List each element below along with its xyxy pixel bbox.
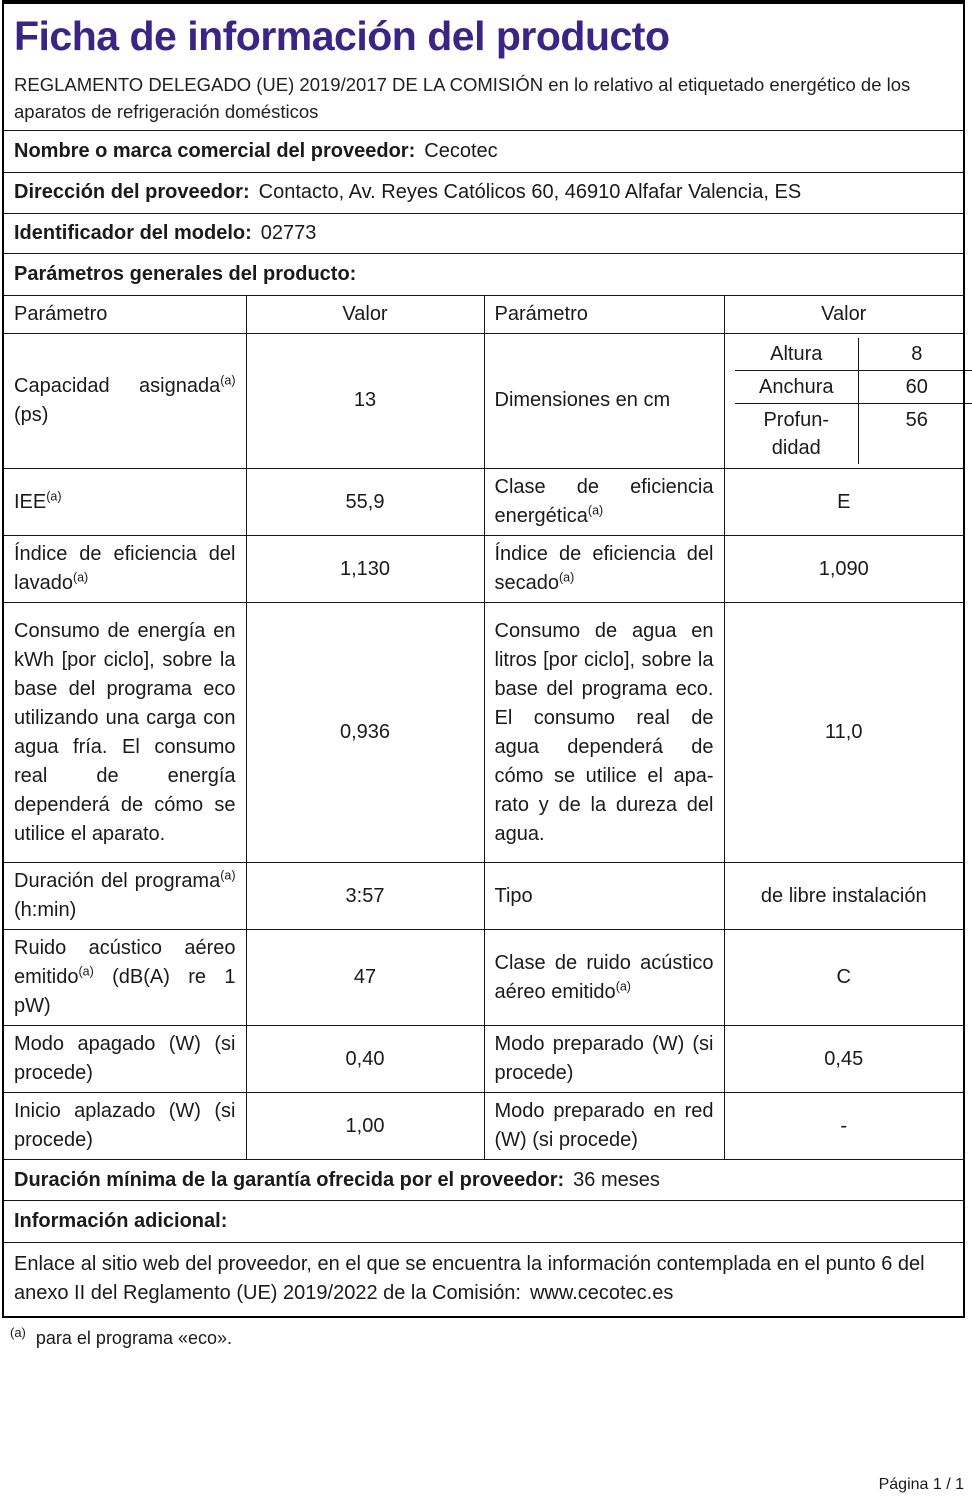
param-cell — [3, 930, 246, 1026]
col-header-parametro-left: Parámetro — [3, 295, 246, 333]
dimension-label: Altura — [735, 338, 859, 371]
param-label: Modo preparado en red (W) (si procede) — [494, 1100, 714, 1151]
param-label: Tipo — [494, 884, 533, 907]
param-label: Índice de eficiencia del lavado — [14, 543, 236, 594]
value-cell: 11,0 — [724, 603, 964, 863]
warranty-row — [3, 1160, 964, 1201]
table-row — [3, 333, 964, 469]
page-title: Ficha de información del producto — [14, 12, 670, 59]
dimension-value: 56 — [859, 404, 972, 465]
product-fiche-sheet — [2, 0, 963, 1350]
address-row — [3, 172, 964, 213]
value-cell: 1,130 — [246, 536, 484, 603]
param-cell — [3, 1093, 246, 1160]
general-params-label: Parámetros generales del producto: — [14, 262, 357, 285]
param-label: Dimensiones en cm — [494, 389, 671, 412]
value-cell: 55,9 — [246, 469, 484, 536]
value-cell: C — [724, 930, 964, 1026]
param-cell — [3, 1026, 246, 1093]
value-cell: 1,00 — [246, 1093, 484, 1160]
table-row — [3, 1093, 964, 1160]
value-cell: - — [724, 1093, 964, 1160]
param-cell — [484, 536, 724, 603]
table-row — [3, 1026, 964, 1093]
value-cell: 0,40 — [246, 1026, 484, 1093]
link-row — [3, 1243, 964, 1317]
dimension-row — [735, 404, 972, 465]
dimension-value: 8 — [859, 338, 972, 371]
col-header-valor-right: Valor — [724, 295, 964, 333]
value-cell: 13 — [246, 333, 484, 469]
additional-info-label: Información adicional: — [14, 1210, 228, 1232]
product-fiche-table — [2, 0, 965, 1318]
param-label: Clase de ruido acústico aéreo emitido — [494, 951, 714, 1003]
param-cell — [484, 930, 724, 1026]
param-cell — [484, 333, 724, 469]
param-cell — [484, 1026, 724, 1093]
param-cell — [484, 1093, 724, 1160]
footnote-ref: (a) — [615, 978, 631, 993]
param-cell — [484, 603, 724, 863]
title-cell — [3, 2, 964, 130]
warranty-value: 36 meses — [573, 1168, 660, 1191]
param-label: Consumo de agua en litros [por ciclo], sobre la base del programa eco. El consumo real de agua dependerá de cómo se utilice el aparato y de la dureza del agua. — [494, 619, 714, 845]
param-cell — [3, 603, 246, 863]
model-value: 02773 — [260, 221, 317, 244]
value-cell: de libre instalación — [724, 863, 964, 930]
dimension-label: Anchura — [735, 371, 859, 404]
address-value: Contacto, Av. Reyes Católicos 60, 46910 Alfafar Valencia, ES — [258, 181, 802, 203]
supplier-label: Nombre o marca comercial del proveedor: — [14, 139, 416, 162]
dimension-value: 60 — [859, 371, 972, 404]
param-label: IEE — [14, 490, 47, 513]
param-label: Consumo de energía en kWh [por ciclo], sobre la base del programa eco utilizando una carga con agua fría. El consumo real de energía dependerá de cómo se utilice el aparato. — [14, 619, 236, 845]
table-row — [3, 930, 964, 1026]
footnote — [10, 1326, 963, 1350]
param-label: Inicio aplazado (W) (si procede) — [14, 1100, 236, 1151]
param-label-suffix: (dB(A) re 1 pW) — [14, 966, 236, 1017]
value-cell: 0,936 — [246, 603, 484, 863]
value-cell: E — [724, 469, 964, 536]
param-label: Capacidad asignada — [14, 374, 221, 397]
footnote-ref: (a) — [220, 373, 236, 388]
table-row — [3, 536, 964, 603]
param-label: Índice de eficiencia del secado — [494, 543, 714, 594]
param-label: Clase de eficiencia energética — [494, 476, 714, 527]
warranty-label: Duración mínima de la garantía ofrecida por el proveedor: — [14, 1168, 565, 1191]
address-label: Dirección del proveedor: — [14, 181, 250, 203]
param-cell — [484, 469, 724, 536]
col-header-valor-left: Valor — [246, 295, 484, 333]
supplier-website-url: www.cecotec.es — [529, 1282, 674, 1305]
param-label: Ruido acústico aéreo emitido — [14, 937, 236, 988]
model-row — [3, 213, 964, 253]
additional-info-row — [3, 1201, 964, 1243]
table-row — [3, 863, 964, 930]
supplier-value: Cecotec — [424, 139, 498, 162]
link-text: Enlace al sitio web del proveedor, en el que se encuentra la información contemplada en el punto 6 del anexo II del Reglamento (UE) 2019/2022 de la Comisión: — [14, 1253, 925, 1305]
param-label: Modo preparado (W) (si procede) — [494, 1033, 714, 1084]
supplier-row — [3, 130, 964, 172]
dimension-row — [735, 371, 972, 404]
footnote-ref: (a) — [78, 964, 94, 979]
value-cell: 3:57 — [246, 863, 484, 930]
footnote-ref: (a) — [587, 503, 604, 518]
param-label: Duración del programa — [14, 870, 221, 892]
footnote-text: para el programa «eco». — [35, 1327, 233, 1348]
param-cell — [3, 333, 246, 469]
footnote-ref: (a) — [46, 488, 62, 503]
param-label: Modo apagado (W) (si procede) — [14, 1033, 236, 1084]
model-label: Identificador del modelo: — [14, 221, 252, 244]
footnote-ref: (a) — [220, 868, 236, 883]
param-cell — [484, 863, 724, 930]
dimension-row — [735, 338, 972, 371]
table-row — [3, 469, 964, 536]
param-cell — [3, 469, 246, 536]
col-header-parametro-right: Parámetro — [484, 295, 724, 333]
page-subtitle: REGLAMENTO DELEGADO (UE) 2019/2017 DE LA COMISIÓN en lo relativo al etiquetado energético de los aparatos de refrigeración domésticos — [14, 73, 911, 122]
footnote-marker: (a) — [10, 1324, 26, 1340]
dimensions-cell — [724, 333, 964, 469]
page-number: Página 1 / 1 — [878, 1476, 964, 1493]
general-params-row — [3, 253, 964, 295]
dimension-label: Profundidad — [735, 404, 859, 465]
value-cell: 1,090 — [724, 536, 964, 603]
param-label-suffix: (ps) — [14, 403, 49, 426]
param-cell — [3, 536, 246, 603]
value-cell: 47 — [246, 930, 484, 1026]
footnote-ref: (a) — [559, 570, 575, 585]
table-row — [3, 603, 964, 863]
dimensions-table — [735, 338, 972, 465]
param-cell — [3, 863, 246, 930]
footnote-ref: (a) — [72, 570, 89, 585]
param-label-suffix: (h:min) — [14, 899, 77, 921]
value-cell: 0,45 — [724, 1026, 964, 1093]
